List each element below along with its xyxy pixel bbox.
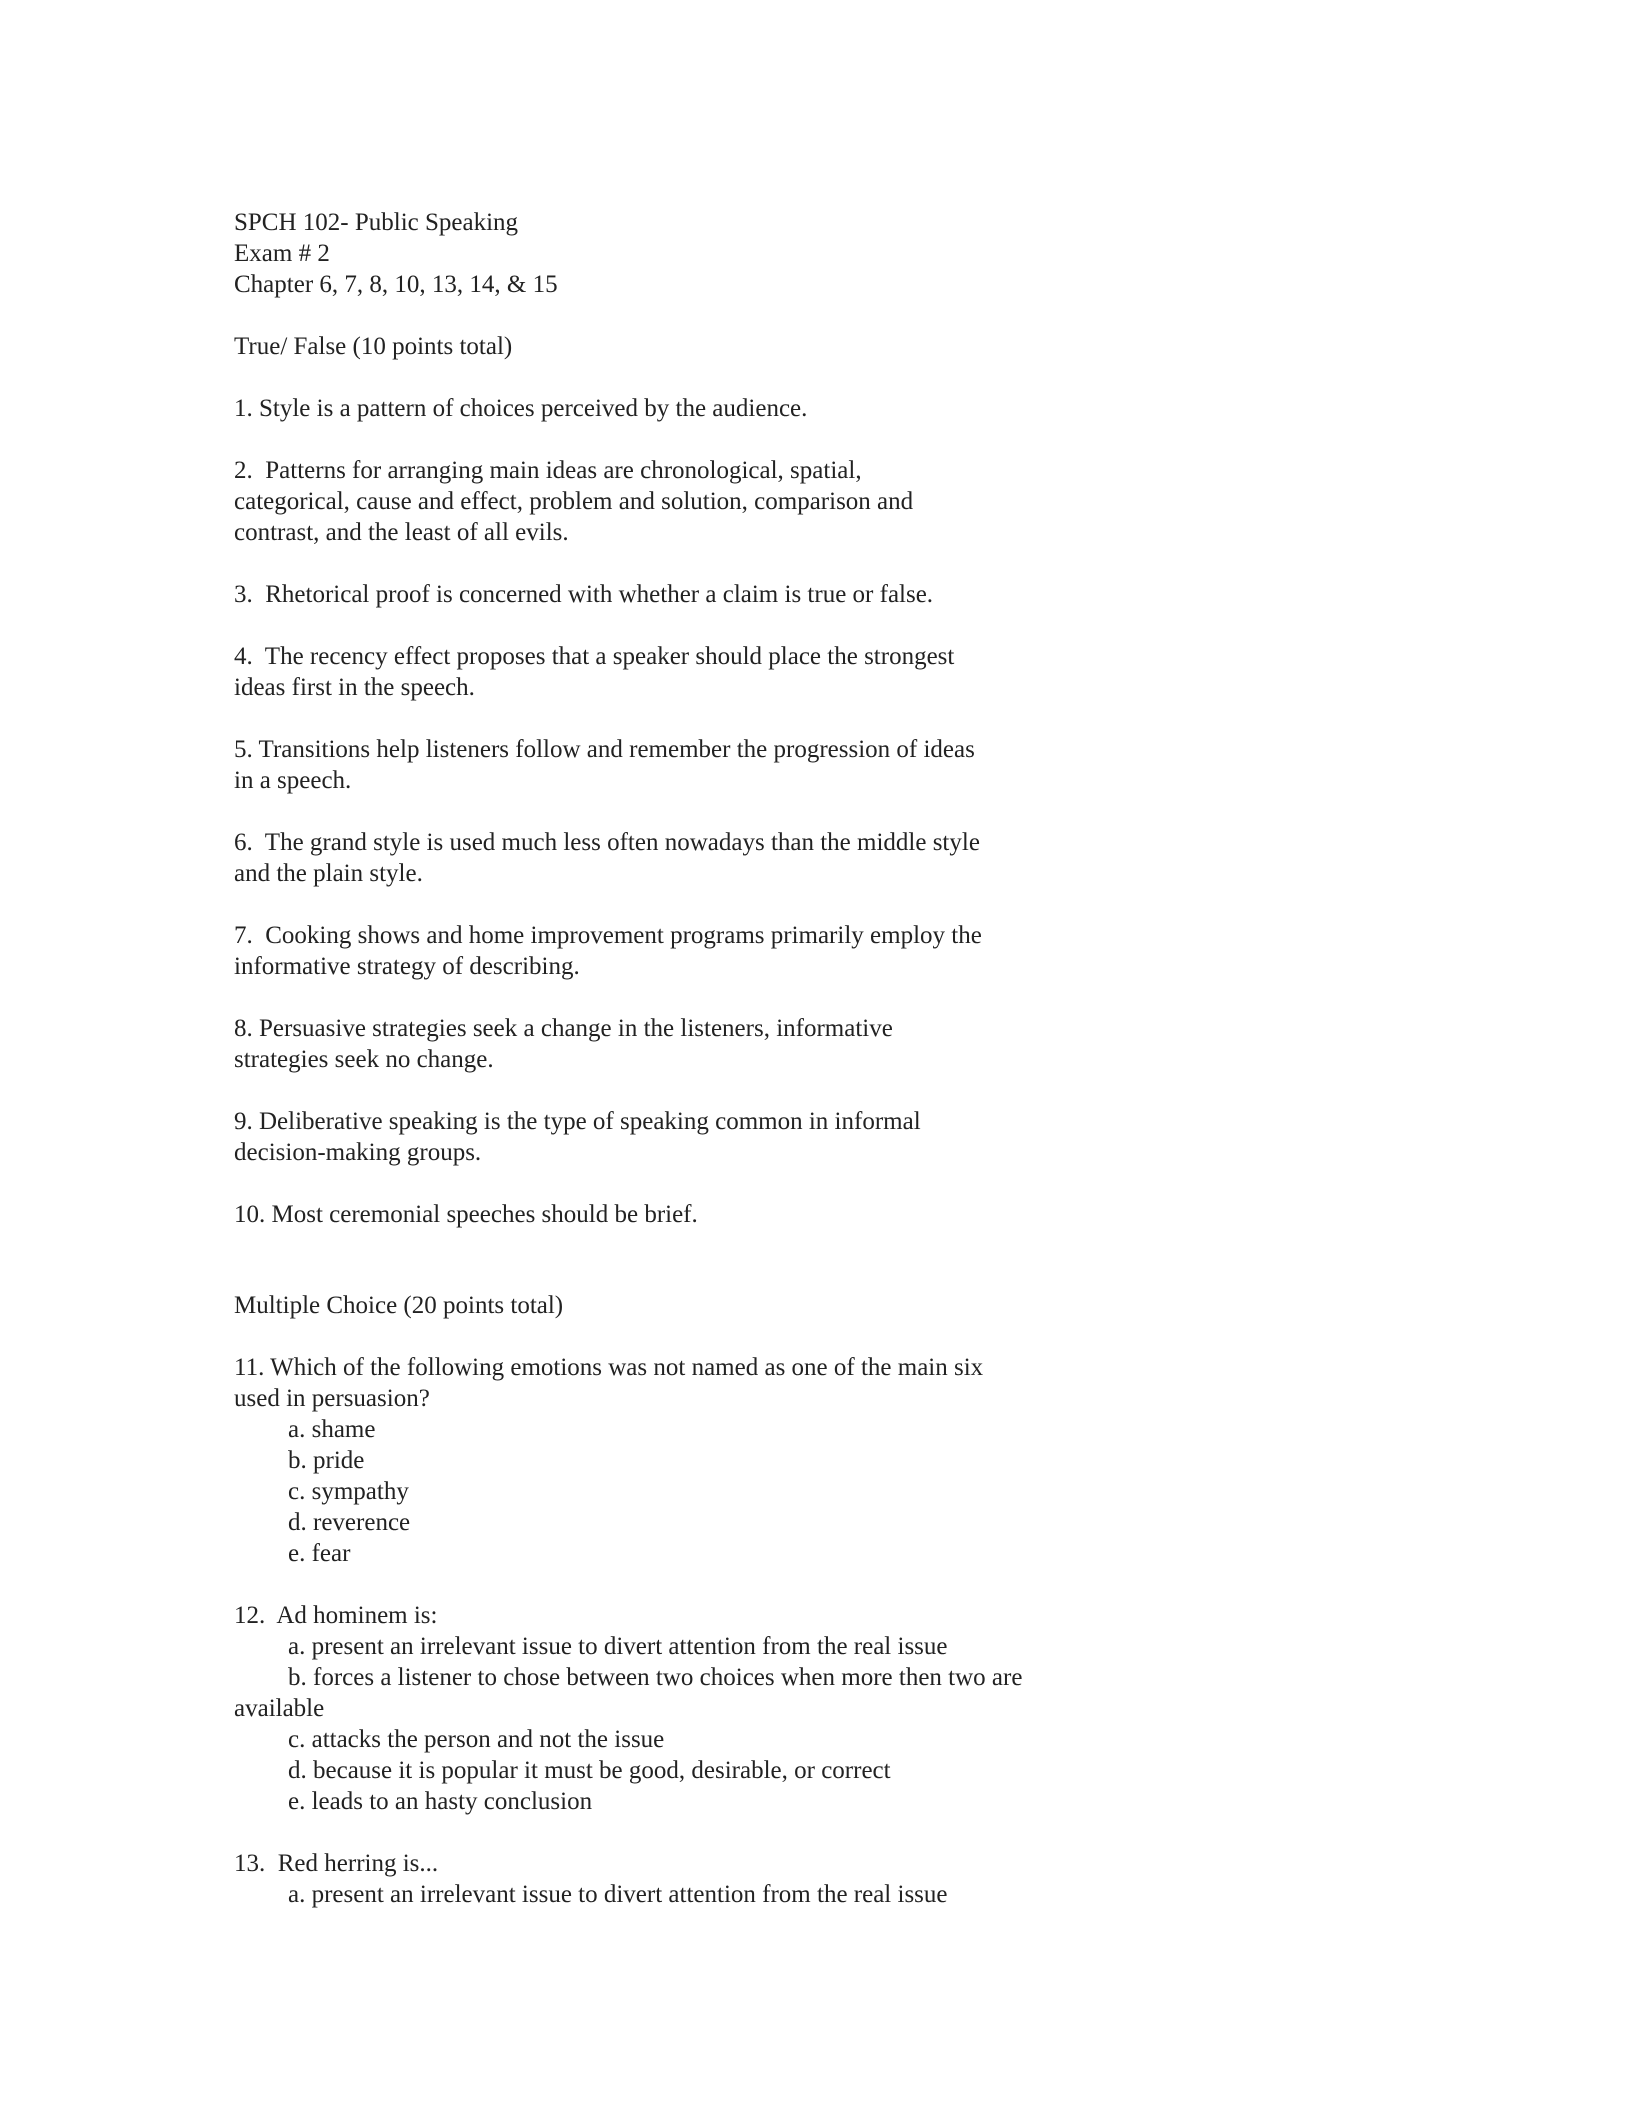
question-12 — [234, 1600, 1434, 1817]
question-text: 5. Transitions help listeners follow and remember the progression of ideas — [234, 736, 975, 763]
question-text: 1. Style is a pattern of choices perceived by the audience. — [234, 395, 808, 422]
exam-number: Exam # 2 — [234, 240, 330, 267]
question-text: 6. The grand style is used much less often nowadays than the middle style — [234, 829, 980, 856]
question-text: ideas first in the speech. — [234, 674, 475, 701]
question-text: and the plain style. — [234, 860, 423, 887]
question-text: categorical, cause and effect, problem and solution, comparison and — [234, 488, 914, 515]
question-3 — [234, 579, 1434, 610]
answer-option: b. pride — [288, 1447, 365, 1474]
question-13 — [234, 1848, 1434, 1910]
multiple-choice-section — [234, 1290, 1434, 1910]
answer-option: e. fear — [288, 1540, 351, 1567]
question-text: 8. Persuasive strategies seek a change in the listeners, informative — [234, 1015, 893, 1042]
question-2 — [234, 455, 1434, 548]
question-text: 10. Most ceremonial speeches should be brief. — [234, 1201, 698, 1228]
question-text: decision-making groups. — [234, 1139, 482, 1166]
question-text: 2. Patterns for arranging main ideas are chronological, spatial, — [234, 457, 862, 484]
question-text: informative strategy of describing. — [234, 953, 580, 980]
question-text: used in persuasion? — [234, 1385, 430, 1412]
question-text: in a speech. — [234, 767, 352, 794]
answer-option: d. reverence — [288, 1509, 411, 1536]
question-11 — [234, 1352, 1434, 1569]
chapters-covered: Chapter 6, 7, 8, 10, 13, 14, & 15 — [234, 271, 558, 298]
answer-option: a. shame — [288, 1416, 376, 1443]
question-text: 13. Red herring is... — [234, 1850, 439, 1877]
question-1 — [234, 393, 1434, 424]
question-text: 9. Deliberative speaking is the type of speaking common in informal — [234, 1108, 921, 1135]
question-8 — [234, 1013, 1434, 1075]
course-title: SPCH 102- Public Speaking — [234, 209, 519, 236]
answer-option: a. present an irrelevant issue to divert attention from the real issue — [288, 1881, 948, 1908]
question-4 — [234, 641, 1434, 703]
section-heading: True/ False (10 points total) — [234, 333, 513, 360]
question-text: contrast, and the least of all evils. — [234, 519, 569, 546]
exam-header — [234, 207, 1434, 300]
question-text: 4. The recency effect proposes that a speaker should place the strongest — [234, 643, 955, 670]
question-text: 3. Rhetorical proof is concerned with whether a claim is true or false. — [234, 581, 934, 608]
answer-option: e. leads to an hasty conclusion — [288, 1788, 593, 1815]
answer-option: c. sympathy — [288, 1478, 409, 1505]
question-6 — [234, 827, 1434, 889]
question-text: 12. Ad hominem is: — [234, 1602, 438, 1629]
question-5 — [234, 734, 1434, 796]
question-10 — [234, 1199, 1434, 1230]
section-heading: Multiple Choice (20 points total) — [234, 1292, 564, 1319]
exam-content — [234, 207, 1434, 1910]
question-text: strategies seek no change. — [234, 1046, 494, 1073]
answer-option: b. forces a listener to chose between two choices when more then two are — [288, 1664, 1023, 1691]
answer-option-continued: available — [234, 1695, 325, 1722]
question-text: 11. Which of the following emotions was not named as one of the main six — [234, 1354, 984, 1381]
question-9 — [234, 1106, 1434, 1168]
question-text: 7. Cooking shows and home improvement programs primarily employ the — [234, 922, 982, 949]
question-7 — [234, 920, 1434, 982]
answer-option: c. attacks the person and not the issue — [288, 1726, 665, 1753]
answer-option: d. because it is popular it must be good, desirable, or correct — [288, 1757, 891, 1784]
answer-option: a. present an irrelevant issue to divert attention from the real issue — [288, 1633, 948, 1660]
true-false-section — [234, 331, 1434, 1230]
